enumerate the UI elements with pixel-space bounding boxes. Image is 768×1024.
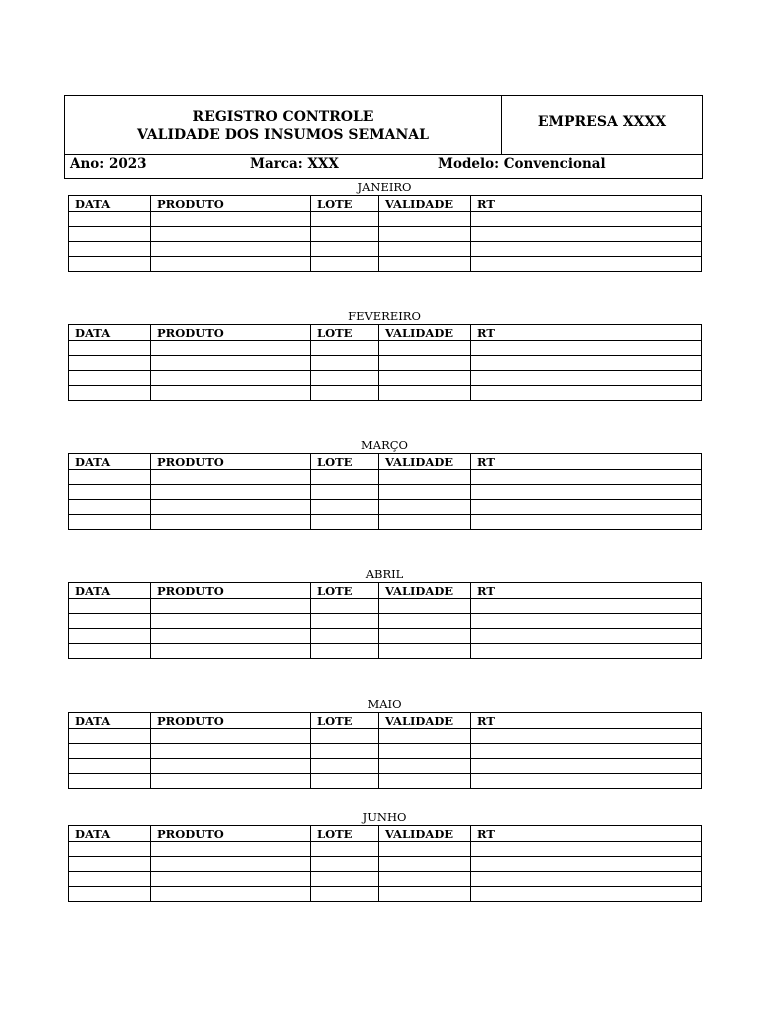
table-cell: [69, 485, 151, 500]
company-name: EMPRESA XXXX: [537, 114, 667, 130]
column-header: LOTE: [311, 196, 379, 212]
table-cell: [69, 212, 151, 227]
column-header: LOTE: [311, 325, 379, 341]
table-cell: [471, 599, 702, 614]
table-cell: [471, 729, 702, 744]
table-cell: [69, 371, 151, 386]
table-row: [69, 386, 702, 401]
table-cell: [151, 341, 311, 356]
table-cell: [69, 644, 151, 659]
table-cell: [311, 629, 379, 644]
table-cell: [379, 242, 471, 257]
title-line-1: REGISTRO CONTROLE: [192, 109, 374, 125]
table-cell: [471, 515, 702, 530]
month-label: MARÇO: [361, 438, 408, 452]
table-row: [69, 371, 702, 386]
table-row: [69, 500, 702, 515]
table-cell: [151, 887, 311, 902]
table-row: [69, 485, 702, 500]
table-row: [69, 872, 702, 887]
table-cell: [69, 341, 151, 356]
table-cell: [379, 599, 471, 614]
table-cell: [151, 386, 311, 401]
column-header: DATA: [69, 583, 151, 599]
column-header: PRODUTO: [151, 826, 311, 842]
column-header: DATA: [69, 454, 151, 470]
table-cell: [151, 515, 311, 530]
table-cell: [151, 774, 311, 789]
table-cell: [379, 887, 471, 902]
table-cell: [69, 614, 151, 629]
table-cell: [311, 371, 379, 386]
table-cell: [151, 857, 311, 872]
table-row: [69, 227, 702, 242]
table-cell: [379, 371, 471, 386]
table-cell: [379, 212, 471, 227]
table-row: [69, 644, 702, 659]
table-cell: [311, 386, 379, 401]
table-cell: [151, 629, 311, 644]
month-table: [68, 453, 702, 530]
table-cell: [379, 386, 471, 401]
table-cell: [311, 744, 379, 759]
table-cell: [471, 341, 702, 356]
column-header: VALIDADE: [379, 196, 471, 212]
table-cell: [311, 887, 379, 902]
table-cell: [471, 842, 702, 857]
table-cell: [69, 887, 151, 902]
table-cell: [311, 485, 379, 500]
table-cell: [379, 842, 471, 857]
table-cell: [151, 599, 311, 614]
table-cell: [379, 729, 471, 744]
table-cell: [311, 774, 379, 789]
table-cell: [471, 212, 702, 227]
table-cell: [151, 470, 311, 485]
info-row: [65, 155, 702, 179]
table-cell: [471, 500, 702, 515]
month-label: JUNHO: [362, 810, 407, 824]
table-cell: [311, 842, 379, 857]
table-cell: [311, 257, 379, 272]
table-row: [69, 242, 702, 257]
column-header: RT: [471, 454, 702, 470]
table-cell: [471, 644, 702, 659]
table-cell: [69, 227, 151, 242]
table-cell: [379, 872, 471, 887]
table-cell: [379, 774, 471, 789]
month-table: [68, 324, 702, 401]
table-cell: [471, 614, 702, 629]
table-cell: [151, 242, 311, 257]
column-header: LOTE: [311, 713, 379, 729]
table-cell: [379, 470, 471, 485]
table-cell: [311, 614, 379, 629]
table-cell: [69, 857, 151, 872]
table-cell: [379, 759, 471, 774]
table-row: [69, 629, 702, 644]
table-cell: [471, 356, 702, 371]
month-table: [68, 825, 702, 902]
column-header: DATA: [69, 713, 151, 729]
table-cell: [69, 729, 151, 744]
column-header: PRODUTO: [151, 196, 311, 212]
column-header: RT: [471, 713, 702, 729]
table-cell: [69, 242, 151, 257]
table-cell: [151, 744, 311, 759]
table-cell: [151, 842, 311, 857]
table-cell: [379, 857, 471, 872]
table-cell: [69, 356, 151, 371]
title-cell: [65, 96, 502, 154]
table-cell: [69, 500, 151, 515]
table-cell: [311, 470, 379, 485]
month-table: [68, 712, 702, 789]
table-cell: [311, 759, 379, 774]
table-cell: [379, 744, 471, 759]
table-cell: [311, 500, 379, 515]
table-row: [69, 759, 702, 774]
column-header: LOTE: [311, 583, 379, 599]
column-header: RT: [471, 583, 702, 599]
column-header: RT: [471, 325, 702, 341]
table-cell: [471, 857, 702, 872]
table-cell: [311, 212, 379, 227]
table-cell: [69, 744, 151, 759]
column-header: PRODUTO: [151, 713, 311, 729]
month-table: [68, 195, 702, 272]
table-cell: [311, 515, 379, 530]
table-cell: [151, 729, 311, 744]
table-cell: [311, 729, 379, 744]
table-cell: [69, 515, 151, 530]
table-cell: [471, 386, 702, 401]
table-cell: [471, 227, 702, 242]
column-header: DATA: [69, 196, 151, 212]
table-cell: [379, 515, 471, 530]
column-header: RT: [471, 826, 702, 842]
column-header: DATA: [69, 325, 151, 341]
table-cell: [69, 257, 151, 272]
month-table: [68, 582, 702, 659]
table-cell: [311, 857, 379, 872]
table-row: [69, 614, 702, 629]
table-cell: [379, 629, 471, 644]
table-row: [69, 470, 702, 485]
table-cell: [69, 872, 151, 887]
document-header: [64, 95, 703, 179]
table-cell: [311, 599, 379, 614]
month-label: ABRIL: [365, 567, 404, 581]
column-header: LOTE: [311, 826, 379, 842]
table-cell: [311, 356, 379, 371]
table-header-row: [69, 713, 702, 729]
table-cell: [151, 356, 311, 371]
table-cell: [69, 759, 151, 774]
table-cell: [311, 227, 379, 242]
month-label: MAIO: [367, 697, 402, 711]
table-header-row: [69, 325, 702, 341]
table-row: [69, 212, 702, 227]
table-cell: [69, 470, 151, 485]
column-header: PRODUTO: [151, 454, 311, 470]
table-cell: [471, 470, 702, 485]
table-header-row: [69, 583, 702, 599]
table-cell: [379, 644, 471, 659]
table-cell: [471, 371, 702, 386]
table-row: [69, 842, 702, 857]
column-header: PRODUTO: [151, 583, 311, 599]
table-row: [69, 887, 702, 902]
table-cell: [471, 744, 702, 759]
table-cell: [379, 227, 471, 242]
table-row: [69, 341, 702, 356]
table-cell: [69, 629, 151, 644]
table-cell: [69, 842, 151, 857]
column-header: VALIDADE: [379, 583, 471, 599]
table-cell: [151, 644, 311, 659]
table-cell: [69, 386, 151, 401]
column-header: VALIDADE: [379, 826, 471, 842]
table-cell: [379, 614, 471, 629]
table-cell: [69, 599, 151, 614]
table-cell: [151, 500, 311, 515]
table-cell: [151, 759, 311, 774]
table-row: [69, 857, 702, 872]
table-cell: [311, 644, 379, 659]
table-header-row: [69, 826, 702, 842]
month-label: JANEIRO: [357, 180, 412, 194]
table-cell: [311, 872, 379, 887]
column-header: VALIDADE: [379, 325, 471, 341]
header-title-row: [65, 96, 702, 155]
table-row: [69, 515, 702, 530]
table-row: [69, 744, 702, 759]
column-header: LOTE: [311, 454, 379, 470]
table-row: [69, 774, 702, 789]
month-label: FEVEREIRO: [348, 309, 421, 323]
table-cell: [379, 257, 471, 272]
column-header: PRODUTO: [151, 325, 311, 341]
table-cell: [471, 629, 702, 644]
table-cell: [379, 341, 471, 356]
table-cell: [151, 212, 311, 227]
column-header: DATA: [69, 826, 151, 842]
table-cell: [151, 872, 311, 887]
table-cell: [471, 887, 702, 902]
table-cell: [471, 872, 702, 887]
table-cell: [471, 774, 702, 789]
table-cell: [151, 227, 311, 242]
brand-field: Marca: XXX: [250, 156, 339, 172]
title-line-2: VALIDADE DOS INSUMOS SEMANAL: [136, 127, 430, 143]
table-cell: [379, 485, 471, 500]
table-header-row: [69, 454, 702, 470]
column-header: VALIDADE: [379, 713, 471, 729]
table-header-row: [69, 196, 702, 212]
table-cell: [471, 759, 702, 774]
model-field: Modelo: Convencional: [438, 156, 606, 172]
table-cell: [471, 485, 702, 500]
table-row: [69, 356, 702, 371]
table-row: [69, 257, 702, 272]
table-cell: [379, 356, 471, 371]
table-cell: [151, 485, 311, 500]
table-cell: [471, 242, 702, 257]
column-header: RT: [471, 196, 702, 212]
table-cell: [311, 341, 379, 356]
table-cell: [471, 257, 702, 272]
column-header: VALIDADE: [379, 454, 471, 470]
table-cell: [151, 614, 311, 629]
table-cell: [379, 500, 471, 515]
table-cell: [151, 257, 311, 272]
table-cell: [311, 242, 379, 257]
year-field: Ano: 2023: [70, 156, 147, 172]
table-row: [69, 599, 702, 614]
table-cell: [151, 371, 311, 386]
table-cell: [69, 774, 151, 789]
table-row: [69, 729, 702, 744]
